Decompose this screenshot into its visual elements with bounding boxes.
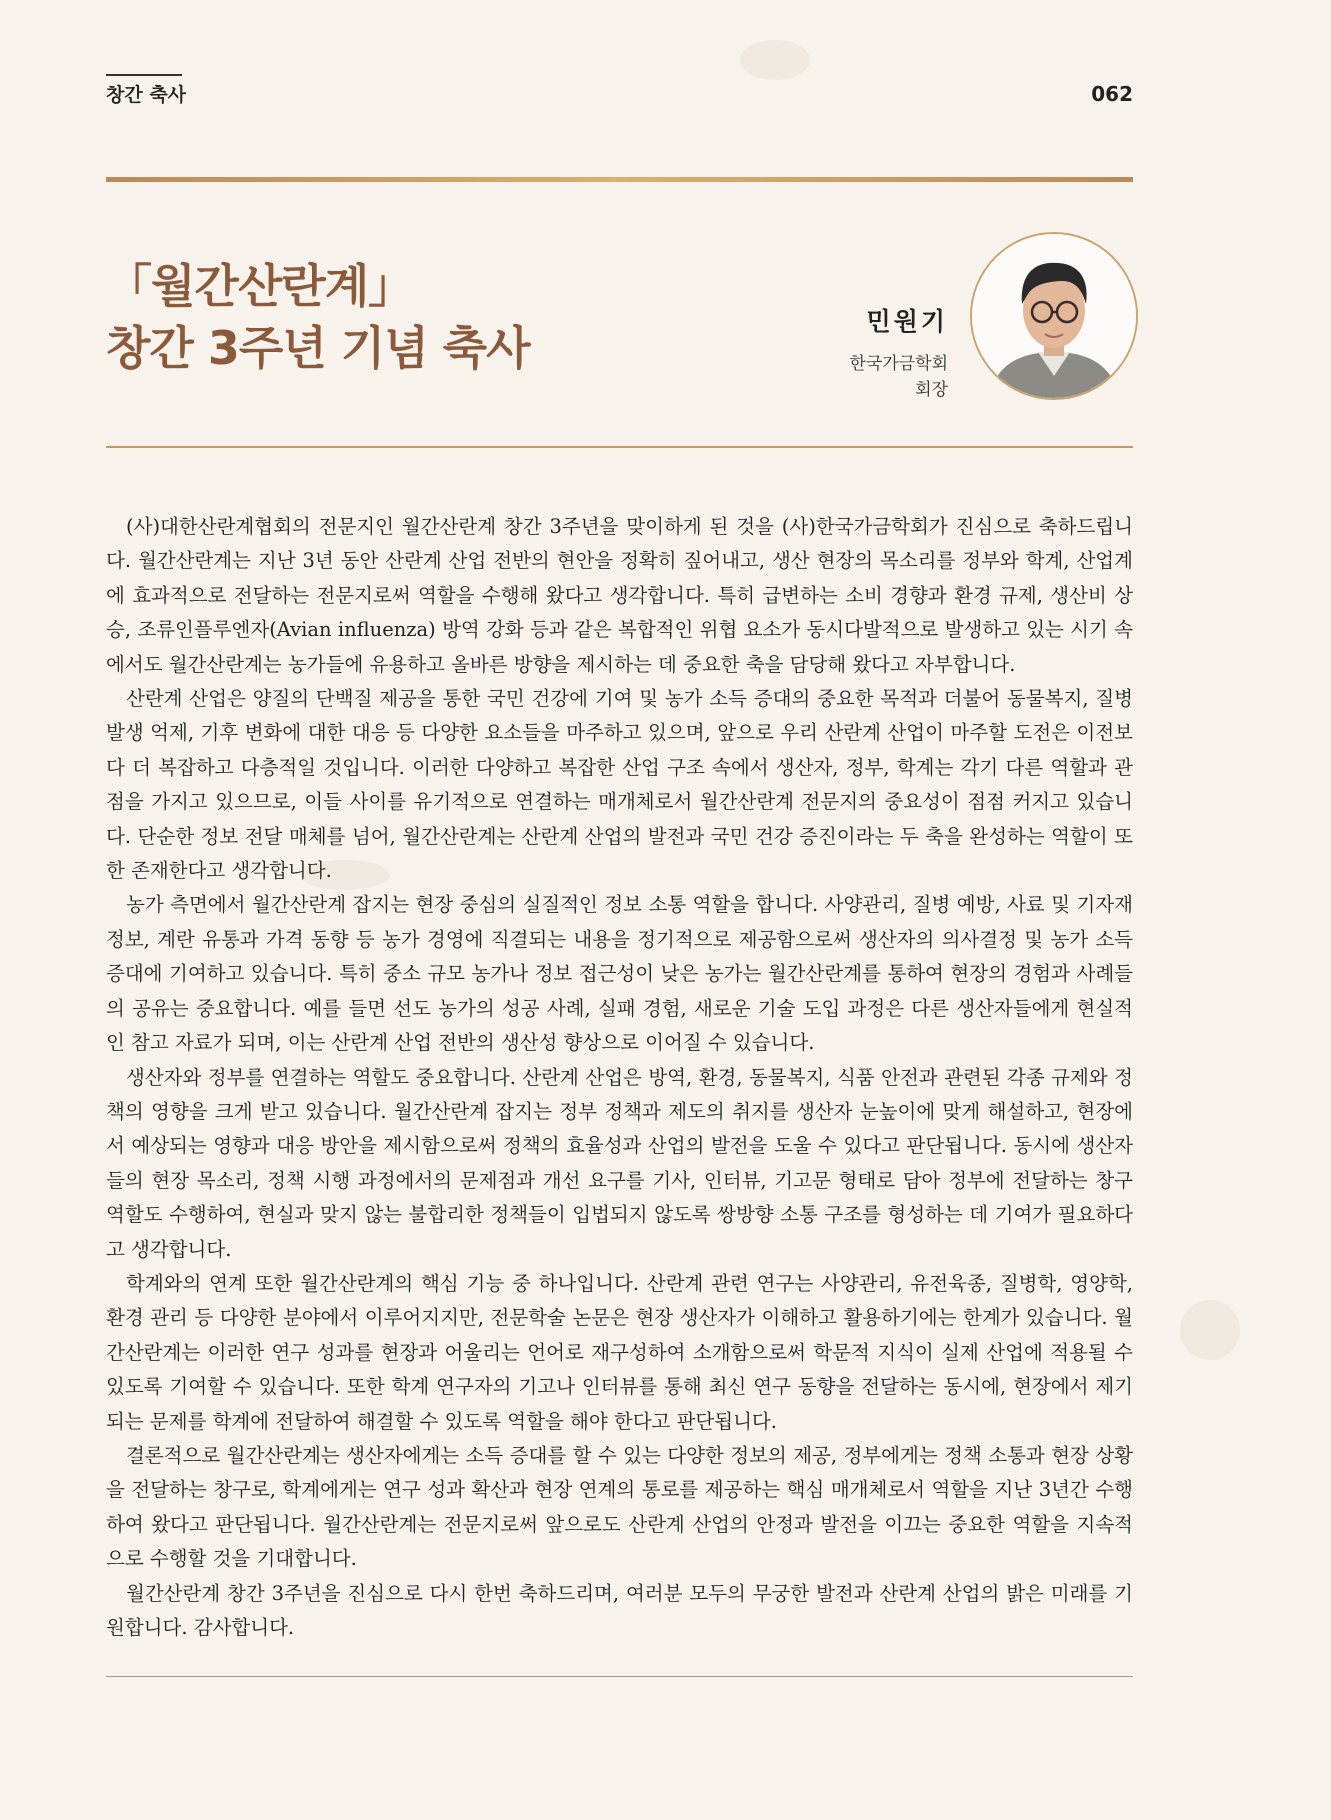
portrait-photo-icon: [972, 234, 1136, 398]
author-role: 회장: [915, 380, 948, 400]
paragraph: 생산자와 정부를 연결하는 역할도 중요합니다. 산란계 산업은 방역, 환경, 동물복지, 식품 안전과 관련된 각종 규제와 정책의 영향을 크게 받고 있습니다. 월간산란계 잡지는 정부 정책과 제도의 취지를 생산자 눈높이에 맞게 해설하고, 현장에서 예상되는 영향과 대응 방안을 제시함으로써 정책의 효율성과 산업의 발전을 도울 수 있다고 판단됩니다. 동시에 생산자들의 현장 목소리, 정책 시행 과정에서의 문제점과 개선 요구를 기사, 인터뷰, 기고문 형태로 담아 정부에 전달하는 창구 역할도 수행하여, 현실과 맞지 않는 불합리한 정책들이 입법되지 않도록 쌍방향 소통 구조를 형성하는 데 기여가 필요하다고 생각합니다.: [106, 1065, 1133, 1261]
paragraph: 학계와의 연계 또한 월간산란계의 핵심 기능 중 하나입니다. 산란계 관련 연구는 사양관리, 유전육종, 질병학, 영양학, 환경 관리 등 다양한 분야에서 이루어지지만, 전문학술 논문은 현장 생산자가 이해하고 활용하기에는 한계가 있습니다. 월간산란계는 이러한 연구 성과를 현장과 어울리는 언어로 재구성하여 소개함으로써 학문적 지식이 실제 산업에 적용될 수 있도록 기여할 수 있습니다. 또한 학계 연구자의 기고나 인터뷰를 통해 최신 연구 동향을 전달하는 동시에, 현장에서 제기되는 문제를 학계에 전달하여 해결할 수 있도록 역할을 해야 한다고 판단됩니다.: [106, 1271, 1133, 1433]
title-line-2: 창간 3주년 기념 축사: [106, 321, 530, 375]
author-photo: [970, 232, 1138, 400]
paragraph: 결론적으로 월간산란계는 생산자에게는 소득 증대를 할 수 있는 다양한 정보의 제공, 정부에게는 정책 소통과 현장 상황을 전달하는 창구로, 학계에게는 연구 성과 확산과 현장 연계의 통로를 제공하는 핵심 매개체로서 역할을 지난 3년간 수행하여 왔다고 판단됩니다. 월간산란계는 전문지로써 앞으로도 산란계 산업의 안정과 발전을 이끄는 중요한 역할을 지속적으로 수행할 것을 기대합니다.: [106, 1443, 1133, 1571]
title-line-1: 「월간산란계」: [106, 259, 414, 313]
paragraph: 월간산란계 창간 3주년을 진심으로 다시 한번 축하드리며, 여러분 모두의 무궁한 발전과 산란계 산업의 밝은 미래를 기원합니다. 감사합니다.: [106, 1581, 1133, 1639]
page-number: 062: [1091, 82, 1133, 106]
paper-texture: [740, 40, 810, 80]
page-title: [106, 255, 530, 379]
header-divider: [106, 177, 1133, 182]
title-divider: [106, 446, 1133, 448]
section-label: 창간 축사: [106, 84, 187, 106]
footer-divider: [106, 1676, 1133, 1677]
author-name: 민원기: [866, 307, 948, 336]
paragraph: 농가 측면에서 월간산란계 잡지는 현장 중심의 실질적인 정보 소통 역할을 합니다. 사양관리, 질병 예방, 사료 및 기자재 정보, 계란 유통과 가격 동향 등 농가 경영에 직결되는 내용을 정기적으로 제공함으로써 생산자의 의사결정 및 농가 소득 증대에 기여하고 있습니다. 특히 중소 규모 농가나 정보 접근성이 낮은 농가는 월간산란계를 통하여 현장의 경험과 사례들의 공유는 중요합니다. 예를 들면 선도 농가의 성공 사례, 실패 경험, 새로운 기술 도입 과정은 다른 생산자들에게 현실적인 참고 자료가 되며, 이는 산란계 산업 전반의 생산성 향상으로 이어질 수 있습니다.: [106, 893, 1133, 1055]
paragraph: 산란계 산업은 양질의 단백질 제공을 통한 국민 건강에 기여 및 농가 소득 증대의 중요한 목적과 더불어 동물복지, 질병 발생 억제, 기후 변화에 대한 대응 등 다양한 요소들을 마주하고 있으며, 앞으로 우리 산란계 산업이 마주할 도전은 이전보다 더 복잡하고 다층적일 것입니다. 이러한 다양하고 복잡한 산업 구조 속에서 생산자, 정부, 학계는 각기 다른 역할과 관점을 가지고 있으므로, 이들 사이를 유기적으로 연결하는 매개체로서 월간산란계 전문지의 중요성이 점점 커지고 있습니다. 단순한 정보 전달 매체를 넘어, 월간산란계는 산란계 산업의 발전과 국민 건강 증진이라는 두 축을 완성하는 역할이 또한 존재한다고 생각합니다.: [106, 687, 1133, 883]
paper-texture: [1180, 1300, 1240, 1360]
author-organization: 한국가금학회: [849, 354, 948, 374]
section-label-rule: [106, 74, 182, 76]
article-body: [106, 510, 1133, 1645]
paragraph: (사)대한산란계협회의 전문지인 월간산란계 창간 3주년을 맞이하게 된 것을 (사)한국가금학회가 진심으로 축하드립니다. 월간산란계는 지난 3년 동안 산란계 산업 전반의 현안을 정확히 짚어내고, 생산 현장의 목소리를 정부와 학계, 산업계에 효과적으로 전달하는 전문지로써 역할을 수행해 왔다고 생각합니다. 특히 급변하는 소비 경향과 환경 규제, 생산비 상승, 조류인플루엔자(Avian influenza) 방역 강화 등과 같은 복합적인 위협 요소가 동시다발적으로 발생하고 있는 시기 속에서도 월간산란계는 농가들에 유용하고 올바른 방향을 제시하는 데 중요한 축을 담당해 왔다고 자부합니다.: [106, 515, 1133, 676]
